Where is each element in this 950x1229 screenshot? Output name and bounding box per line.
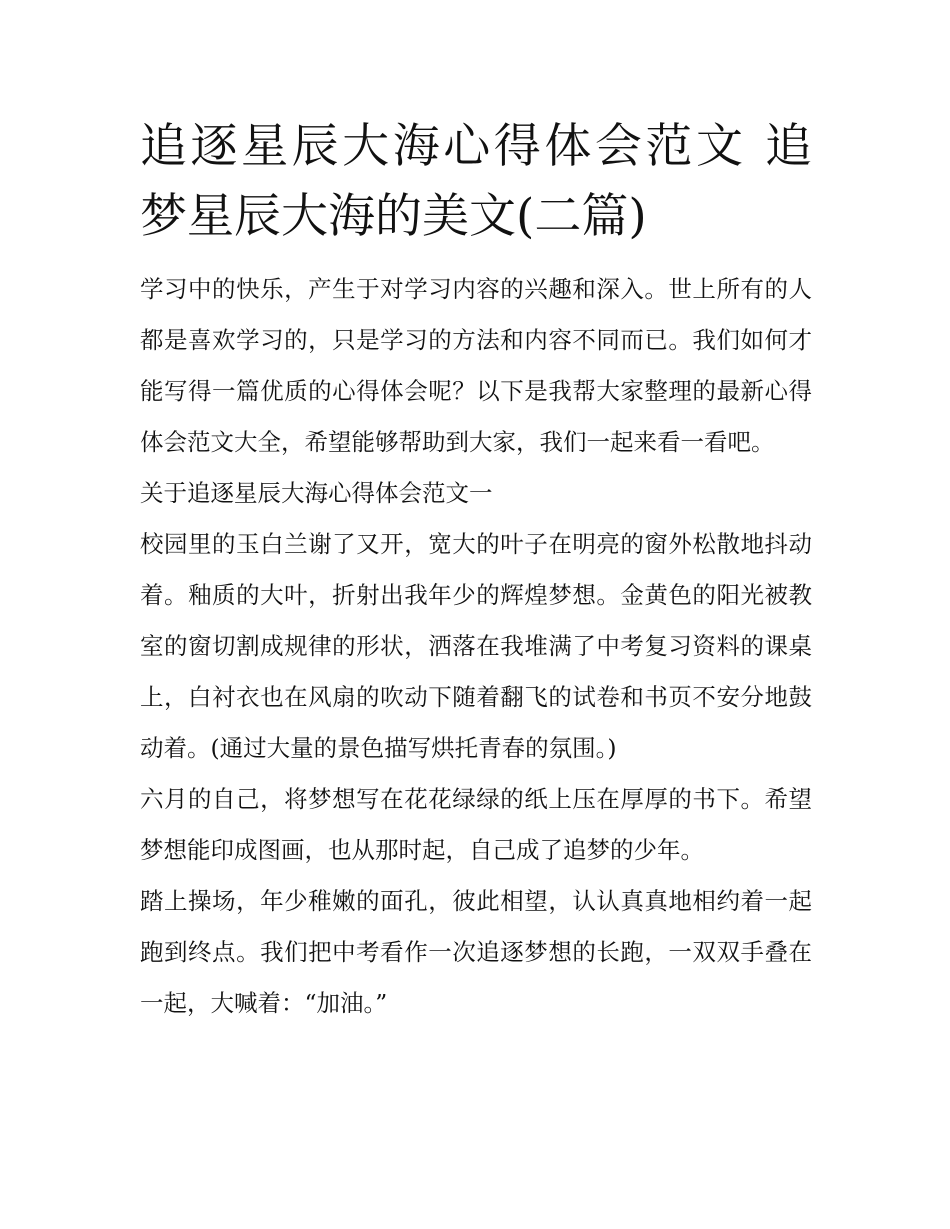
body-paragraph: 六月的自己，将梦想写在花花绿绿的纸上压在厚厚的书下。希望梦想能印成图画，也从那时起，自己成了追梦的少年。 bbox=[140, 785, 812, 864]
intro-paragraph: 学习中的快乐，产生于对学习内容的兴趣和深入。世上所有的人都是喜欢学习的，只是学习的方法和内容不同而已。我们如何才能写得一篇优质的心得体会呢？以下是我帮大家整理的最新心得体会范文大全，希望能够帮助到大家，我们一起来看一看吧。 bbox=[140, 275, 812, 456]
body-paragraph: 校园里的玉白兰谢了又开，宽大的叶子在明亮的窗外松散地抖动着。釉质的大叶，折射出我年少的辉煌梦想。金黄色的阳光被教室的窗切割成规律的形状，洒落在我堆满了中考复习资料的课桌上，白衬衣也在风扇的吹动下随着翻飞的试卷和书页不安分地鼓动着。(通过大量的景色描写烘托青春的氛围。) bbox=[140, 530, 812, 762]
body-paragraph: 踏上操场，年少稚嫩的面孔，彼此相望，认认真真地相约着一起跑到终点。我们把中考看作一次追逐梦想的长跑，一双双手叠在一起，大喊着：“加油。” bbox=[140, 887, 812, 1017]
section-heading: 关于追逐星辰大海心得体会范文一 bbox=[140, 479, 493, 507]
document-page bbox=[140, 112, 812, 1029]
document-title: 追逐星辰大海心得体会范文 追梦星辰大海的美文(二篇) bbox=[140, 119, 812, 244]
